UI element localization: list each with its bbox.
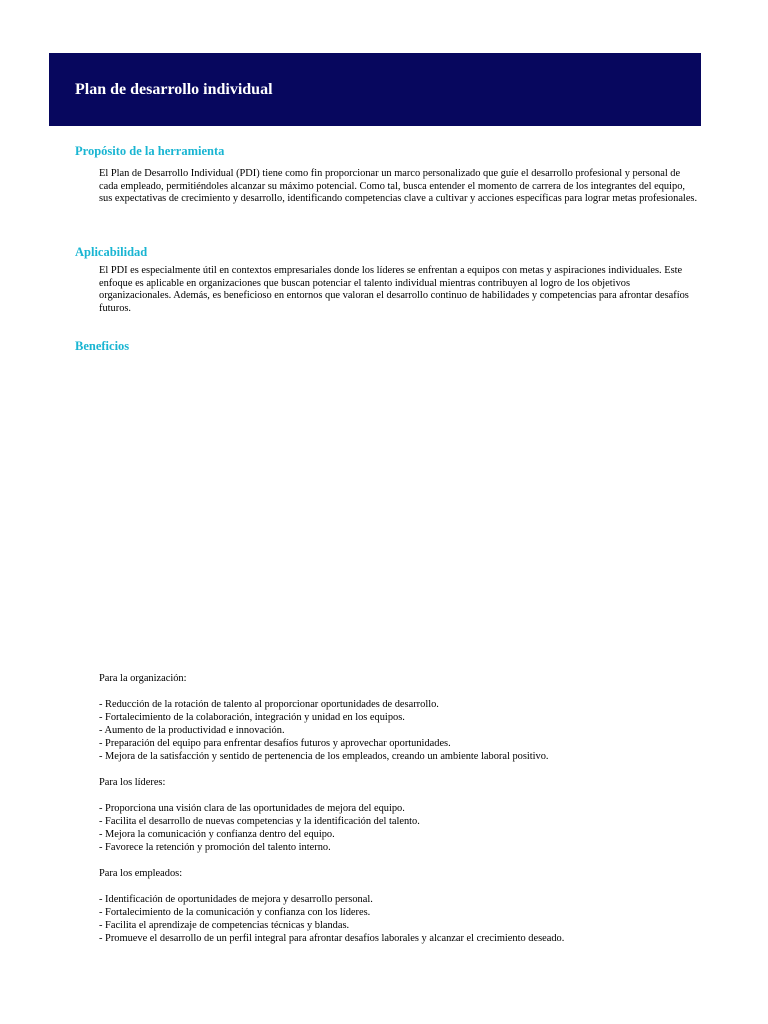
purpose-heading: Propósito de la herramienta bbox=[75, 144, 225, 158]
list-item: - Proporciona una visión clara de las oportunidades de mejora del equipo. bbox=[99, 803, 405, 814]
list-item: - Mejora de la satisfacción y sentido de pertenencia de los empleados, creando un ambiente laboral positivo. bbox=[99, 751, 549, 762]
list-item: - Mejora la comunicación y confianza dentro del equipo. bbox=[99, 829, 335, 840]
list-item: - Facilita el aprendizaje de competencias técnicas y blandas. bbox=[99, 920, 350, 931]
applicability-heading: Aplicabilidad bbox=[75, 245, 148, 259]
list-item: - Reducción de la rotación de talento al proporcionar oportunidades de desarrollo. bbox=[99, 699, 439, 710]
list-item: - Facilita el desarrollo de nuevas competencias y la identificación del talento. bbox=[99, 816, 420, 827]
benefit-group-title-organization: Para la organización: bbox=[99, 673, 187, 684]
benefit-group-title-employees: Para los empleados: bbox=[99, 868, 183, 879]
list-item: - Fortalecimiento de la colaboración, integración y unidad en los equipos. bbox=[99, 712, 405, 723]
list-item: - Fortalecimiento de la comunicación y confianza con los líderes. bbox=[99, 907, 371, 918]
page-title: Plan de desarrollo individual bbox=[75, 81, 273, 98]
list-item: - Favorece la retención y promoción del talento interno. bbox=[99, 842, 331, 853]
benefits-heading: Beneficios bbox=[75, 339, 130, 353]
list-item: - Preparación del equipo para enfrentar desafíos futuros y aprovechar oportunidades. bbox=[99, 738, 451, 749]
applicability-paragraph: El PDI es especialmente útil en contextos empresariales donde los líderes se enfrentan a equipos con metas y aspiraciones individuales. Este enfoque es aplicable en organizaciones que buscan potenciar el talento individual mientras contribuyen al logro de los objetivos organizacionales. Además, es beneficioso en entornos que valoran el desarrollo continuo de habilidades y competencias para afrontar desafíos futuros. bbox=[99, 265, 689, 315]
header-banner bbox=[49, 53, 701, 126]
benefit-group-title-leaders: Para los líderes: bbox=[99, 777, 166, 788]
benefit-list-employees bbox=[99, 893, 709, 945]
list-item: - Promueve el desarrollo de un perfil integral para afrontar desafíos laborales y alcanzar el crecimiento deseado. bbox=[99, 933, 565, 944]
list-item: - Aumento de la productividad e innovación. bbox=[99, 725, 285, 736]
purpose-paragraph: El Plan de Desarrollo Individual (PDI) tiene como fin proporcionar un marco personalizado que guíe el desarrollo profesional y personal de cada empleado, permitiéndoles alcanzar su máximo potencial. Como tal, busca entender el momento de carrera de los integrantes del equipo, sus expectativas de crecimiento y desarrollo, identificando competencias clave a cultivar y acciones específicas para lograr metas profesionales. bbox=[99, 168, 698, 205]
benefit-list-leaders bbox=[99, 802, 709, 854]
benefits-content bbox=[99, 672, 709, 958]
list-item: - Identificación de oportunidades de mejora y desarrollo personal. bbox=[99, 894, 373, 905]
benefit-list-organization bbox=[99, 698, 709, 763]
